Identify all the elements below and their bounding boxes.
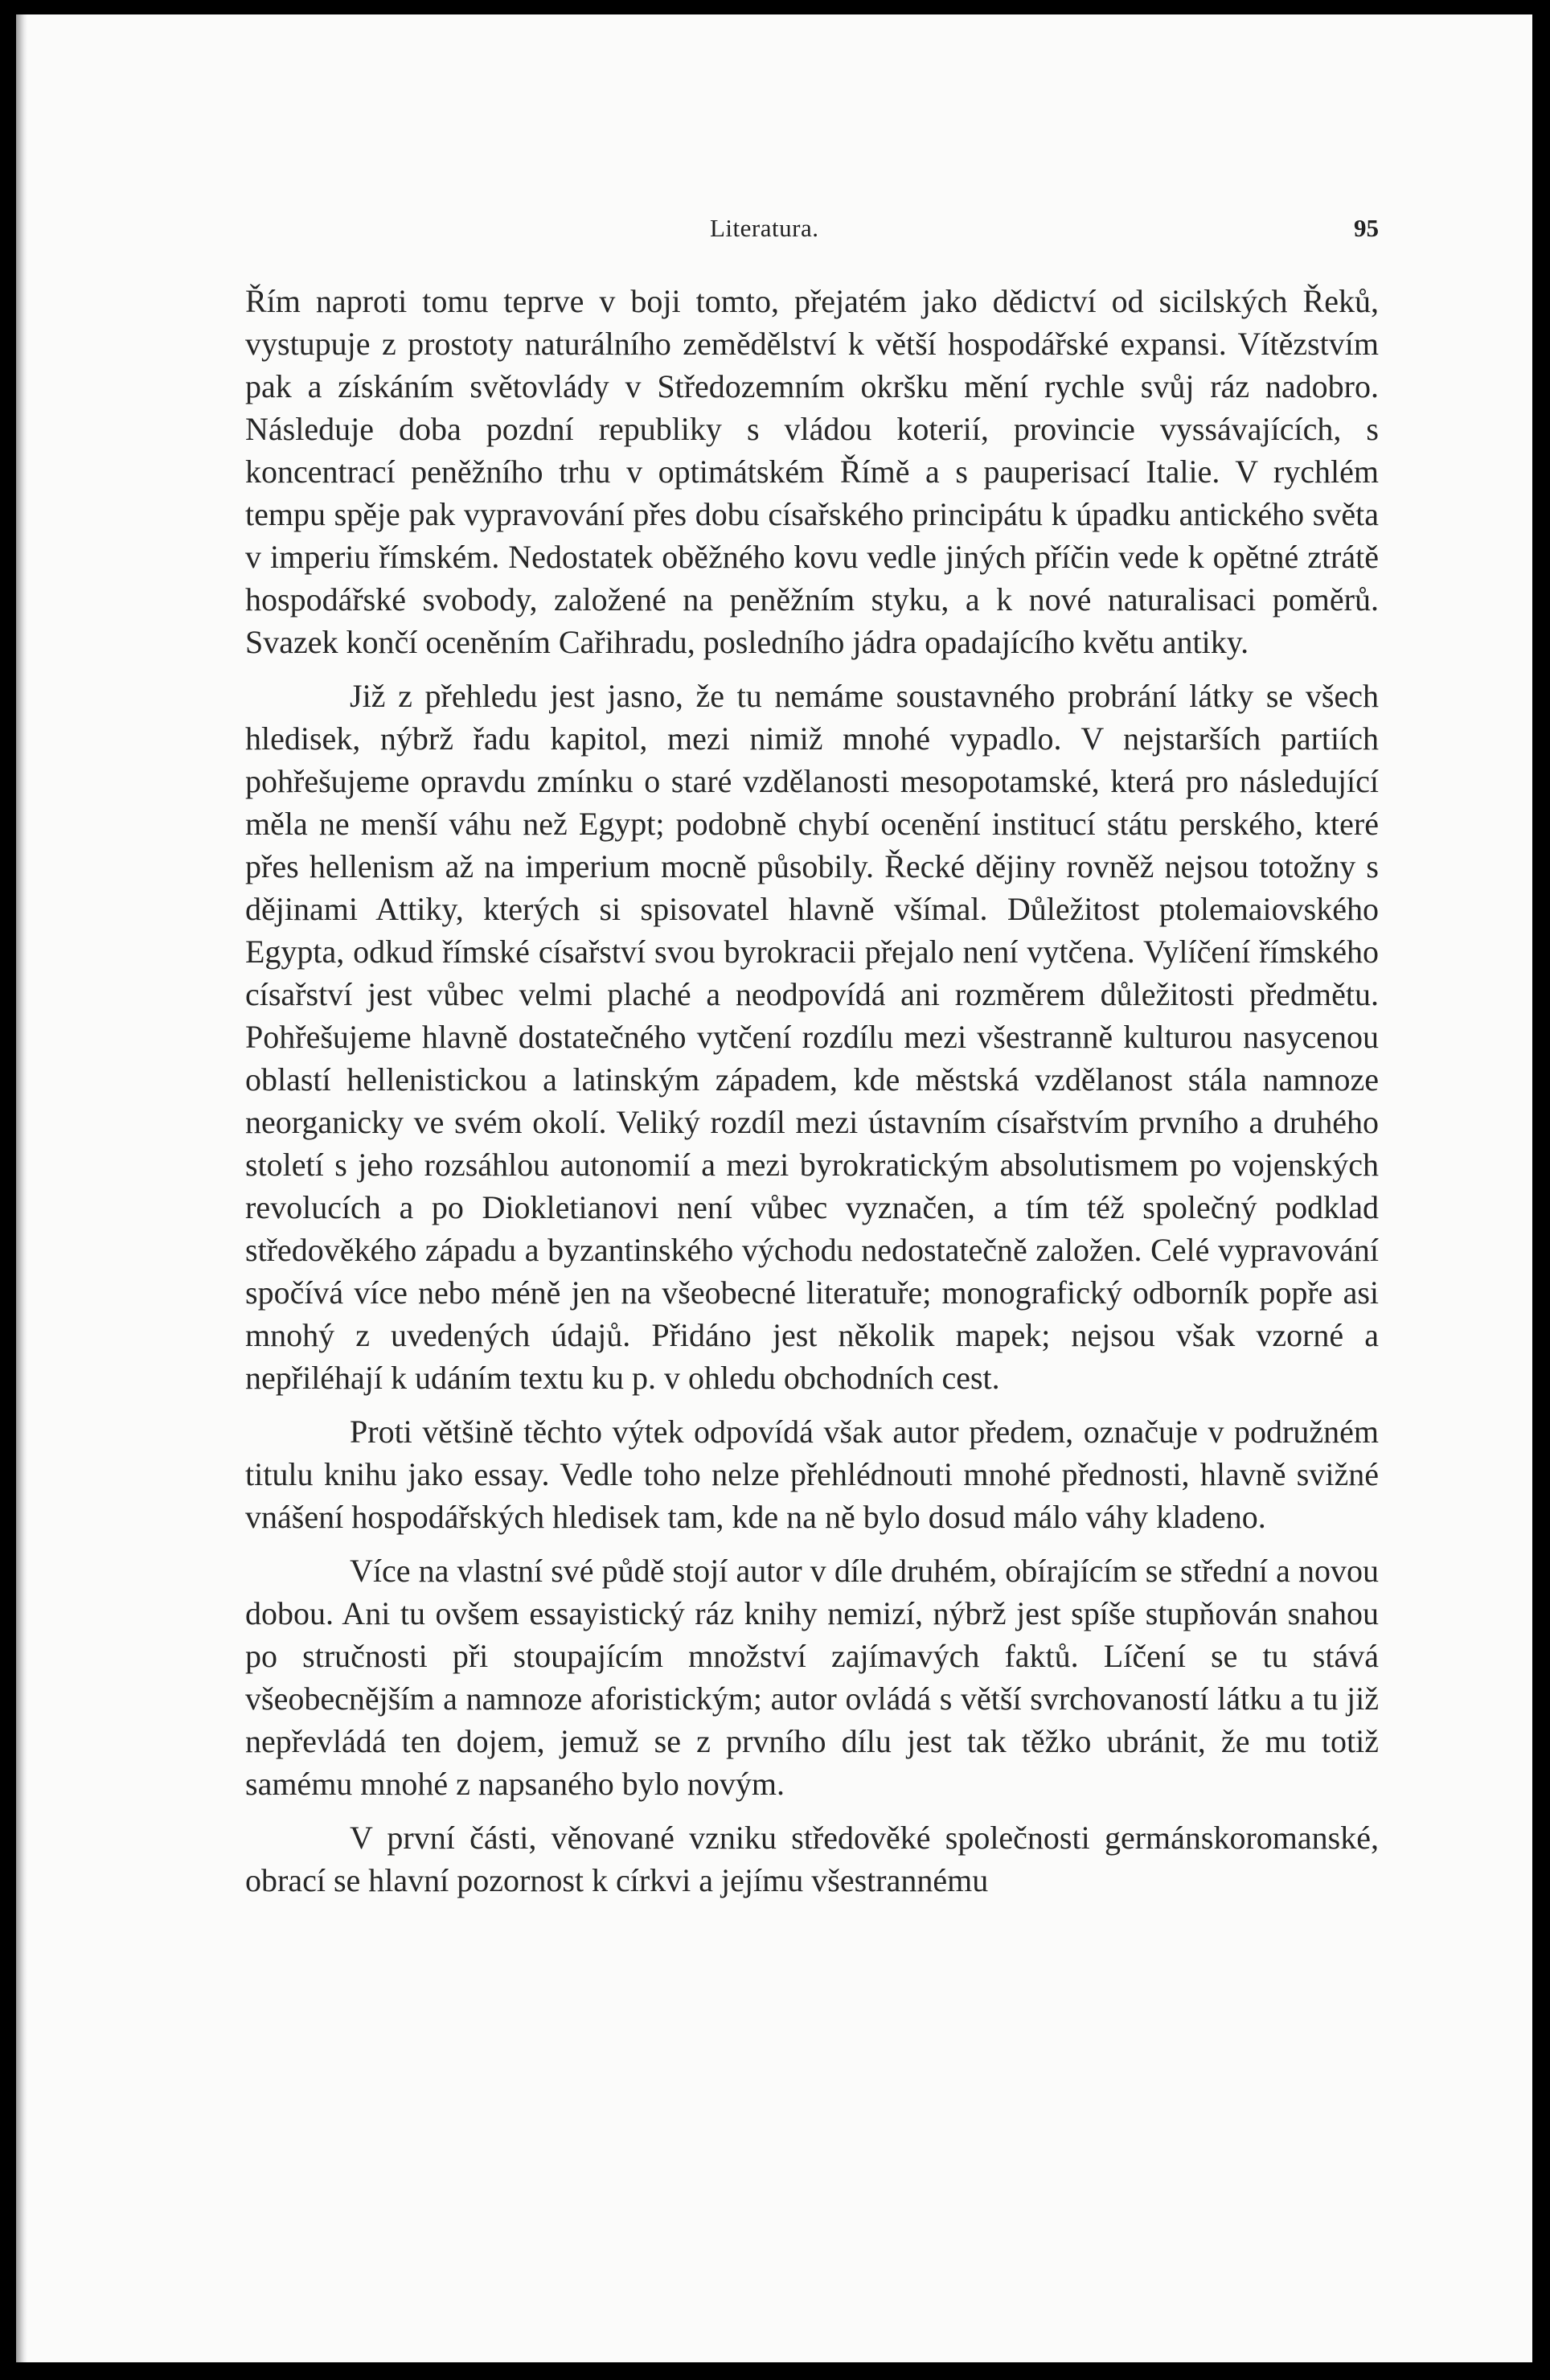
binding-shadow: [16, 14, 27, 2362]
paragraph-3: Proti většině těchto výtek odpovídá však autor předem, označuje v podružném titulu knihu jako essay. Vedle toho nelze přehlédnouti mnohé přednosti, hlavně svižné vnášení hospodářských hledisek tam, kde na ně bylo dosud málo váhy kladeno.: [245, 1414, 1379, 1535]
paragraph-1: Řím naproti tomu teprve v boji tomto, přejatém jako dědictví od sicilských Řeků, vystupuje z prostoty naturálního zemědělství k větší hospodářské expansi. Vítězstvím pak a získáním světovlády v Středozemním okršku mění rychle svůj ráz nadobro. Následuje doba pozdní republiky s vládou koterií, provincie vyssávajících, s koncentrací peněžního trhu v optimátském Římě a s pauperisací Italie. V rychlém tempu spěje pak vypravování přes dobu císařského principátu k úpadku antického světa v imperiu římském. Nedostatek oběžného kovu vedle jiných příčin vede k opětné ztrátě hospodářské svobody, založené na peněžním styku, a k nové naturalisaci poměrů. Svazek končí oceněním Cařihradu, posledního jádra opadajícího květu antiky.: [245, 283, 1379, 660]
book-page: [16, 14, 1532, 2362]
body-text: [245, 280, 1379, 1902]
page-number: 95: [1354, 214, 1379, 242]
paragraph-5: V první části, věnované vzniku středověké společnosti germánskoromanské, obrací se hlavní pozornost k církvi a jejímu všestrannému: [245, 1820, 1379, 1898]
page-header: [245, 214, 1379, 254]
running-title: Literatura.: [710, 214, 819, 242]
paragraph-4: Více na vlastní své půdě stojí autor v díle druhém, obírajícím se střední a novou dobou. Ani tu ovšem essayistický ráz knihy nemizí, nýbrž jest spíše stupňován snahou po stručnosti při stoupajícím množství zajímavých faktů. Líčení se tu stává všeobecnějším a namnoze aforistickým; autor ovládá s větší svrchovaností látku a tu již nepřevládá ten dojem, jemuž se z prvního dílu jest tak těžko ubránit, že mu totiž samému mnohé z napsaného bylo novým.: [245, 1553, 1379, 1802]
paragraph-2: Již z přehledu jest jasno, že tu nemáme soustavného probrání látky se všech hledisek, nýbrž řadu kapitol, mezi nimiž mnohé vypadlo. V nejstarších partiích pohřešujeme opravdu zmínku o staré vzdělanosti mesopotamské, která pro následující měla ne menší váhu než Egypt; podobně chybí ocenění institucí státu perského, které přes hellenism až na imperium mocně působily. Řecké dějiny rovněž nejsou totožny s dějinami Attiky, kterých si spisovatel hlavně všímal. Důležitost ptolemaiovského Egypta, odkud římské císařství svou byrokracii přejalo není vytčena. Vylíčení římského císařství jest vůbec velmi plaché a neodpovídá ani rozměrem důležitosti předmětu. Pohřešujeme hlavně dostatečného vytčení rozdílu mezi všestranně kulturou nasycenou oblastí hellenistickou a latinským západem, kde městská vzdělanost stála namnoze neorganicky ve svém okolí. Veliký rozdíl mezi ústavním císařstvím prvního a druhého století s jeho rozsáhlou autonomií a mezi byrokratickým absolutismem po vojenských revolucích a po Diokletianovi není vůbec vyznačen, a tím též společný podklad středověkého západu a byzantinského východu nedostatečně založen. Celé vypravování spočívá více nebo méně jen na všeobecné literatuře; monografický odborník popře asi mnohý z uvedených údajů. Přidáno jest několik mapek; nejsou však vzorné a nepřiléhají k udáním textu ku p. v ohledu obchodních cest.: [245, 678, 1379, 1396]
